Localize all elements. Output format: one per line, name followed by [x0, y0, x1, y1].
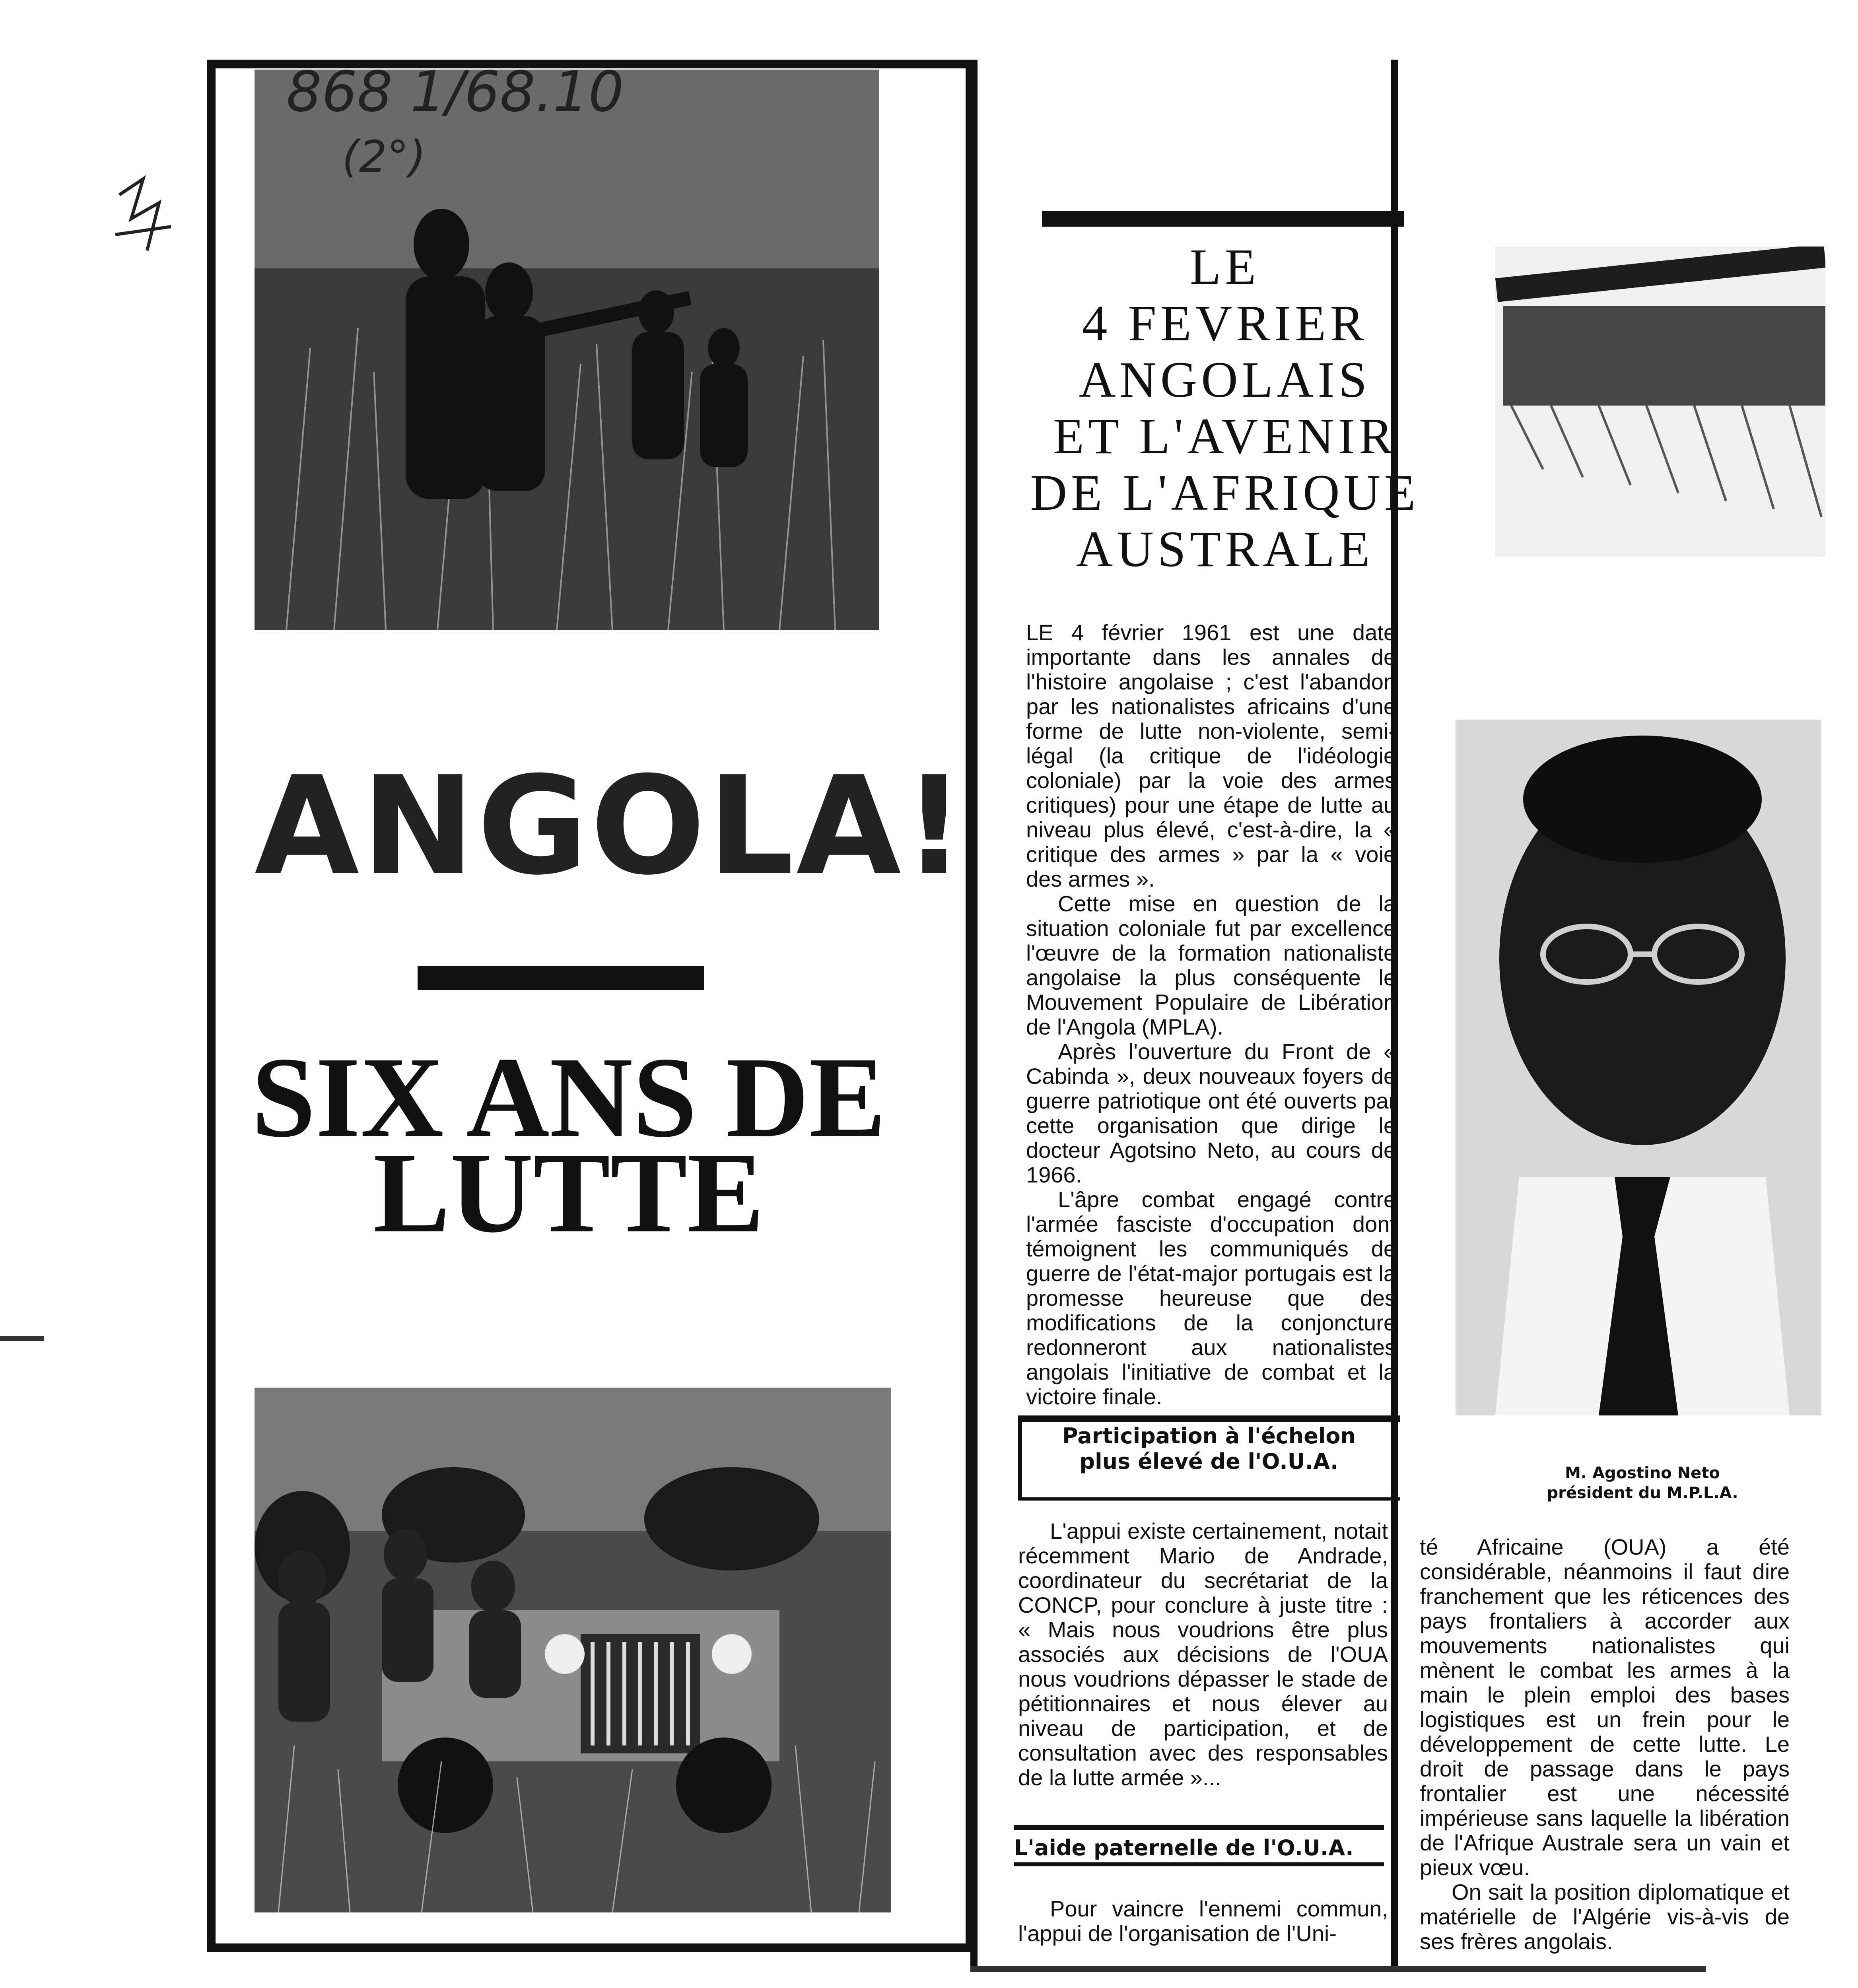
- soldiers-photo: [1495, 247, 1825, 557]
- section-body: [1018, 1519, 1388, 1790]
- title-line: ANGOLAIS: [1079, 351, 1371, 408]
- footer-rule: [970, 1966, 1706, 1972]
- subhead-line: Participation à l'échelon: [1062, 1423, 1356, 1448]
- paragraph: té Africaine (OUA) a été considérable, néanmoins il faut dire franchement que les réticences des pays frontaliers à accorder aux mouvements nationalistes qui mènent le combat les armes à la main le plein emploi des bases logistiques est un frein pour le développement de cette lutte. Le droit de passage dans le pays frontalier est une nécessité impérieuse sans laquelle la libération de l'Afrique Australe sera un vain et pieux vœu.: [1420, 1534, 1790, 1880]
- paragraph: Cette mise en question de la situation coloniale fut par excellence l'œuvre de la formation nationaliste angolaise la plus conséquente le Mouvement Populaire de Libération de l'Angola (MPLA).: [1026, 891, 1396, 1039]
- title-line: 4 FEVRIER: [1082, 295, 1368, 351]
- title-line: AUSTRALE: [1076, 521, 1374, 577]
- section-body: [1018, 1897, 1388, 1946]
- headline: ANGOLA!: [255, 747, 968, 905]
- subheadline: [223, 1033, 915, 1256]
- title-line: ET L'AVENIR: [1053, 408, 1397, 464]
- margin-doodle: [107, 171, 187, 274]
- caption-title: président du M.P.L.A.: [1547, 1484, 1738, 1502]
- scan-mark: [0, 1336, 44, 1341]
- section-subhead: L'aide paternelle de l'O.U.A.: [1014, 1825, 1384, 1866]
- handwritten-reference: 868 1/68.10: [286, 60, 624, 124]
- paragraph: L'appui existe certainement, notait récemment Mario de Andrade, coordinateur du secrétariat de la CONCP, pour conclure à juste titre : « Mais nous voudrions être plus associés aux décisions de l'OUA nous voudrions dépasser le stade de pétitionnaires et nous élever au niveau de participation, et de consultation avec des responsables de la lutte armée »...: [1018, 1518, 1388, 1790]
- right-column-body: [1420, 1535, 1790, 1954]
- subhead-line: plus élevé de l'O.U.A.: [1079, 1449, 1339, 1474]
- headline-divider: [418, 966, 704, 990]
- handwritten-note: (2°): [342, 131, 426, 182]
- title-line: DE L'AFRIQUE: [1030, 464, 1420, 521]
- subheadline-line: SIX ANS DE: [251, 1033, 886, 1161]
- subheadline-line: LUTTE: [373, 1129, 764, 1256]
- article-title: [1018, 239, 1432, 577]
- paragraph: On sait la position diplomatique et matérielle de l'Algérie vis-à-vis de ses frères angolais.: [1420, 1879, 1790, 1954]
- paragraph: Après l'ouverture du Front de « Cabinda », deux nouveaux foyers de guerre patriotique ont été ouverts par cette organisation que dirige le docteur Agotsino Neto, au cours de 1966.: [1026, 1039, 1396, 1187]
- portrait-photo: [1456, 720, 1821, 1415]
- title-line: LE: [1189, 239, 1260, 295]
- paragraph: L'âpre combat engagé contre l'armée fasciste d'occupation dont témoignent les communiqués de guerre de l'état-major portugais est la promesse heureuse que des modifications de la conjoncture redonneront aux nationalistes angolais l'initiative de combat et la victoire finale.: [1026, 1187, 1396, 1409]
- article-body: [1026, 620, 1396, 1409]
- section-subhead: [1022, 1423, 1396, 1474]
- paragraph: Pour vaincre l'ennemi commun, l'appui de l'organisation de l'Uni-: [1018, 1896, 1388, 1946]
- paragraph: LE 4 février 1961 est une date importante dans les annales de l'histoire angolaise ; c'est l'abandon par les nationalistes africains d'une forme de lutte non-violente, semi-légal (la critique de l'idéologie coloniale) par la voie des armes critiques) pour une étape de lutte au niveau plus élevé, c'est-à-dire, la « critique des armes » par la « voie des armes ».: [1026, 620, 1396, 891]
- title-rule: [1042, 211, 1404, 227]
- photo-caption: [1460, 1463, 1825, 1503]
- caption-name: M. Agostino Neto: [1565, 1464, 1720, 1482]
- jeep-photo: [255, 1388, 891, 1912]
